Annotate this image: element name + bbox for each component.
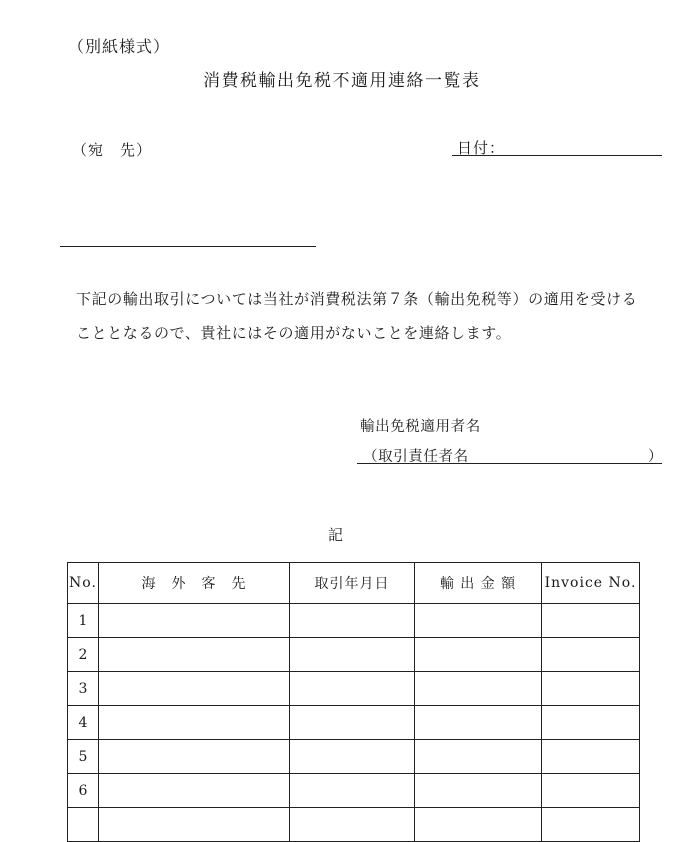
date-cell (290, 638, 415, 672)
customer-cell (99, 706, 290, 740)
table-row (68, 740, 640, 774)
row-number (68, 808, 99, 842)
row-number: 4 (68, 706, 99, 740)
date-cell (290, 808, 415, 842)
amount-cell (415, 774, 542, 808)
header-export-amount: 輸 出 金 額 (415, 563, 542, 604)
invoice-cell (542, 808, 640, 842)
table-row (68, 706, 640, 740)
header-invoice-no: Invoice No. (542, 563, 640, 604)
customer-cell (99, 604, 290, 638)
records-table (67, 562, 640, 842)
date-underline (452, 155, 662, 156)
amount-cell (415, 740, 542, 774)
date-cell (290, 774, 415, 808)
body-text-line-1: 下記の輸出取引については当社が消費税法第７条（輸出免税等）の適用を受ける (76, 290, 638, 308)
row-number: 1 (68, 604, 99, 638)
table-header-row (68, 563, 640, 604)
table-row (68, 604, 640, 638)
form-label: （別紙様式） (68, 37, 171, 56)
table-row (68, 774, 640, 808)
header-transaction-date: 取引年月日 (290, 563, 415, 604)
amount-cell (415, 808, 542, 842)
table-row (68, 638, 640, 672)
invoice-cell (542, 672, 640, 706)
date-label: 日付： (457, 139, 506, 157)
header-no: No. (68, 563, 99, 604)
date-cell (290, 672, 415, 706)
table-row (68, 808, 640, 842)
amount-cell (415, 638, 542, 672)
invoice-cell (542, 706, 640, 740)
row-number: 5 (68, 740, 99, 774)
manager-label: （取引責任者名 (363, 449, 469, 465)
customer-cell (99, 672, 290, 706)
customer-cell (99, 740, 290, 774)
customer-cell (99, 774, 290, 808)
invoice-cell (542, 638, 640, 672)
invoice-cell (542, 740, 640, 774)
date-cell (290, 740, 415, 774)
ki-label: 記 (328, 526, 344, 544)
amount-cell (415, 604, 542, 638)
invoice-cell (542, 604, 640, 638)
addressee-label: （宛 先） (72, 141, 153, 159)
amount-cell (415, 706, 542, 740)
applicant-label: 輸出免税適用者名 (360, 419, 481, 435)
body-text-line-2: こととなるので、貴社にはその適用がないことを連絡します。 (76, 324, 512, 342)
document-title: 消費税輸出免税不適用連絡一覧表 (203, 71, 481, 91)
invoice-cell (542, 774, 640, 808)
row-number: 3 (68, 672, 99, 706)
manager-close-paren: ） (648, 449, 663, 465)
header-customer: 海 外 客 先 (99, 563, 290, 604)
addressee-underline (60, 246, 316, 247)
date-cell (290, 706, 415, 740)
table-row (68, 672, 640, 706)
date-cell (290, 604, 415, 638)
customer-cell (99, 808, 290, 842)
row-number: 2 (68, 638, 99, 672)
manager-underline (357, 463, 662, 464)
customer-cell (99, 638, 290, 672)
amount-cell (415, 672, 542, 706)
row-number: 6 (68, 774, 99, 808)
